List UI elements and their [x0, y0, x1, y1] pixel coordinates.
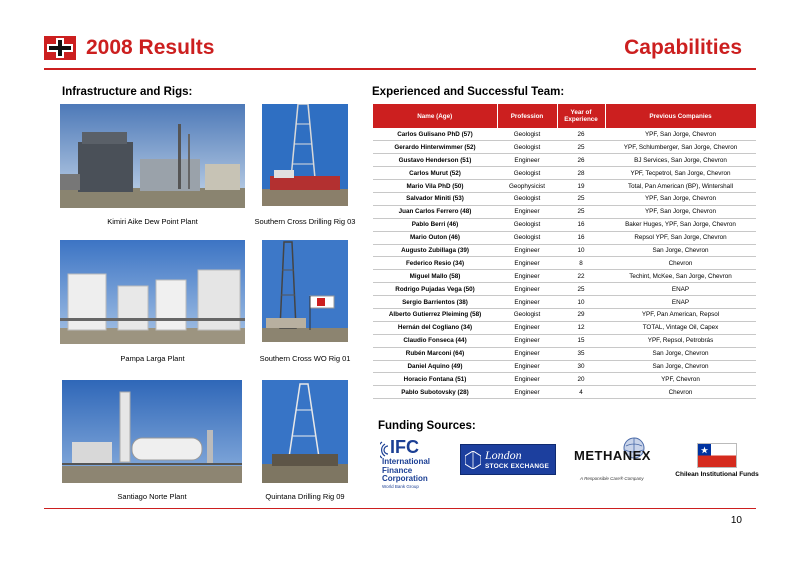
member-profession: Engineer [497, 270, 557, 283]
table-row [373, 180, 756, 193]
table-row [373, 141, 756, 154]
table-row [373, 270, 756, 283]
member-name: Salvador Miniti (53) [373, 192, 497, 205]
member-experience: 25 [557, 141, 605, 154]
page-title: 2008 Results [86, 36, 215, 59]
member-profession: Geologist [497, 308, 557, 321]
member-experience: 26 [557, 128, 605, 141]
kimiri-aike-caption: Kimiri Aike Dew Point Plant [107, 217, 198, 226]
methanex-name: METHANEX [574, 448, 651, 463]
member-experience: 4 [557, 386, 605, 399]
member-experience: 16 [557, 231, 605, 244]
member-experience: 26 [557, 154, 605, 167]
member-experience: 30 [557, 360, 605, 373]
member-profession: Geologist [497, 141, 557, 154]
member-companies: YPF, Pan American, Repsol [605, 308, 756, 321]
header-divider [44, 68, 756, 70]
table-row [373, 360, 756, 373]
member-profession: Engineer [497, 154, 557, 167]
member-companies: YPF, San Jorge, Chevron [605, 192, 756, 205]
member-name: Gustavo Henderson (51) [373, 154, 497, 167]
member-profession: Engineer [497, 321, 557, 334]
drilling-rig-09-caption: Quintana Drilling Rig 09 [265, 492, 345, 501]
pampa-larga-plant-photo [60, 240, 245, 344]
pampa-larga-caption: Pampa Larga Plant [120, 354, 185, 363]
table-row [373, 334, 756, 347]
table-row [373, 283, 756, 296]
member-name: Horacio Fontana (51) [373, 373, 497, 386]
member-experience: 10 [557, 296, 605, 309]
member-companies: TOTAL, Vintage Oil, Capex [605, 321, 756, 334]
member-experience: 16 [557, 218, 605, 231]
member-companies: San Jorge, Chevron [605, 347, 756, 360]
team-table [373, 104, 757, 399]
table-row [373, 154, 756, 167]
member-profession: Geophysicist [497, 180, 557, 193]
member-companies: BJ Services, San Jorge, Chevron [605, 154, 756, 167]
member-companies: Baker Huges, YPF, San Jorge, Chevron [605, 218, 756, 231]
table-row [373, 386, 756, 399]
member-companies: ENAP [605, 296, 756, 309]
member-companies: YPF, San Jorge, Chevron [605, 205, 756, 218]
santiago-norte-plant-photo [62, 380, 242, 483]
member-experience: 25 [557, 205, 605, 218]
drilling-rig-09-photo [262, 380, 348, 483]
member-name: Augusto Zubillaga (39) [373, 244, 497, 257]
member-experience: 22 [557, 270, 605, 283]
member-name: Mario Outon (46) [373, 231, 497, 244]
member-companies: Techint, McKee, San Jorge, Chevron [605, 270, 756, 283]
chilean-funds-label: Chilean Institutional Funds [675, 471, 759, 478]
header-profession: Profession [497, 104, 557, 128]
ifc-line1: International [382, 457, 431, 466]
lse-line1: London [485, 448, 522, 462]
header-previous-companies: Previous Companies [605, 104, 756, 128]
kimiri-aike-plant-photo [60, 104, 245, 208]
table-row [373, 257, 756, 270]
member-profession: Geologist [497, 167, 557, 180]
member-profession: Geologist [497, 128, 557, 141]
ifc-mark: IFC [390, 437, 419, 457]
member-name: Claudio Fonseca (44) [373, 334, 497, 347]
member-companies: San Jorge, Chevron [605, 360, 756, 373]
member-experience: 10 [557, 244, 605, 257]
member-companies: YPF, San Jorge, Chevron [605, 128, 756, 141]
ifc-line3: Corporation [382, 474, 428, 483]
member-name: Rubén Marconi (64) [373, 347, 497, 360]
member-profession: Engineer [497, 257, 557, 270]
table-row [373, 373, 756, 386]
member-profession: Engineer [497, 373, 557, 386]
member-companies: YPF, Chevron [605, 373, 756, 386]
drilling-rig-03-photo [262, 104, 348, 206]
member-companies: Chevron [605, 257, 756, 270]
table-row [373, 167, 756, 180]
company-logo [44, 36, 76, 60]
lse-line2: STOCK EXCHANGE [485, 463, 550, 470]
member-name: Daniel Aquino (49) [373, 360, 497, 373]
member-profession: Engineer [497, 244, 557, 257]
wo-rig-01-photo [262, 240, 348, 342]
member-experience: 8 [557, 257, 605, 270]
member-profession: Engineer [497, 296, 557, 309]
methanex-logo [574, 436, 660, 486]
member-companies: YPF, Schlumberger, San Jorge, Chevron [605, 141, 756, 154]
member-experience: 20 [557, 373, 605, 386]
header-years-experience: Year of Experience [557, 104, 605, 128]
drilling-rig-03-caption: Southern Cross Drilling Rig 03 [254, 217, 356, 226]
member-experience: 29 [557, 308, 605, 321]
table-row [373, 321, 756, 334]
member-name: Federico Resio (34) [373, 257, 497, 270]
methanex-tagline: A Responsible Care® Company [580, 476, 644, 481]
table-row [373, 192, 756, 205]
wo-rig-01-caption: Southern Cross WO Rig 01 [259, 354, 351, 363]
ifc-logo [380, 438, 456, 494]
member-name: Rodrigo Pujadas Vega (50) [373, 283, 497, 296]
member-companies: San Jorge, Chevron [605, 244, 756, 257]
table-row [373, 347, 756, 360]
member-name: Mario Vila PhD (50) [373, 180, 497, 193]
santiago-norte-caption: Santiago Norte Plant [117, 492, 187, 501]
member-profession: Geologist [497, 231, 557, 244]
member-name: Alberto Gutierrez Pleiming (58) [373, 308, 497, 321]
infrastructure-heading: Infrastructure and Rigs: [62, 86, 193, 98]
member-experience: 25 [557, 192, 605, 205]
member-name: Hernán del Cogliano (34) [373, 321, 497, 334]
table-row [373, 244, 756, 257]
member-name: Miguel Mallo (58) [373, 270, 497, 283]
ifc-line2: Finance [382, 465, 413, 475]
table-row [373, 218, 756, 231]
member-profession: Geologist [497, 192, 557, 205]
member-name: Carlos Gulisano PhD (57) [373, 128, 497, 141]
team-heading: Experienced and Successful Team: [372, 86, 565, 98]
member-name: Sergio Barrientos (38) [373, 296, 497, 309]
member-companies: Repsol YPF, San Jorge, Chevron [605, 231, 756, 244]
table-row [373, 308, 756, 321]
member-name: Juan Carlos Ferrero (48) [373, 205, 497, 218]
member-experience: 19 [557, 180, 605, 193]
member-companies: Total, Pan American (BP), Wintershall [605, 180, 756, 193]
member-name: Gerardo Hinterwimmer (52) [373, 141, 497, 154]
member-name: Carlos Murut (52) [373, 167, 497, 180]
section-title: Capabilities [624, 36, 742, 59]
team-table-header [373, 104, 756, 128]
ifc-line4: World Bank Group [382, 483, 419, 489]
header-name-age: Name (Age) [373, 104, 497, 128]
page-number: 10 [730, 515, 742, 526]
chilean-flag-icon [697, 443, 737, 468]
member-experience: 15 [557, 334, 605, 347]
member-experience: 35 [557, 347, 605, 360]
table-row [373, 128, 756, 141]
table-row [373, 296, 756, 309]
member-experience: 25 [557, 283, 605, 296]
member-name: Pablo Berri (46) [373, 218, 497, 231]
member-profession: Engineer [497, 205, 557, 218]
member-profession: Geologist [497, 218, 557, 231]
member-experience: 12 [557, 321, 605, 334]
member-companies: Chevron [605, 386, 756, 399]
member-companies: ENAP [605, 283, 756, 296]
member-profession: Engineer [497, 386, 557, 399]
footer-divider [44, 508, 756, 509]
funding-heading: Funding Sources: [378, 420, 476, 432]
member-profession: Engineer [497, 334, 557, 347]
table-row [373, 231, 756, 244]
member-profession: Engineer [497, 283, 557, 296]
member-name: Pablo Subotovsky (28) [373, 386, 497, 399]
member-profession: Engineer [497, 347, 557, 360]
member-experience: 28 [557, 167, 605, 180]
member-companies: YPF, Repsol, Petrobrás [605, 334, 756, 347]
lse-logo [460, 444, 556, 475]
member-profession: Engineer [497, 360, 557, 373]
table-row [373, 205, 756, 218]
member-companies: YPF, Tecpetrol, San Jorge, Chevron [605, 167, 756, 180]
